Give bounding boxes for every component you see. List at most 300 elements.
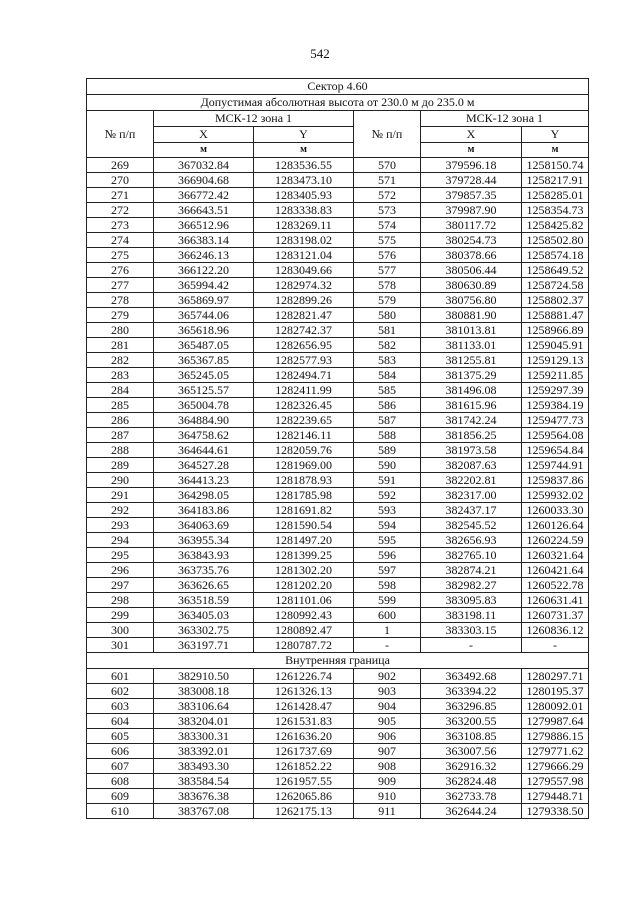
table-cell: 1279771.62 <box>522 744 589 759</box>
table-cell: 379857.35 <box>421 188 522 203</box>
table-cell: 381013.81 <box>421 323 522 338</box>
table-cell: 287 <box>87 428 154 443</box>
table-cell: 1281590.54 <box>254 518 354 533</box>
table-row <box>87 293 589 308</box>
table-cell: 1281691.82 <box>254 503 354 518</box>
table-cell: 366246.13 <box>154 248 254 263</box>
table-cell: 366512.96 <box>154 218 254 233</box>
table-cell: 383392.01 <box>154 744 254 759</box>
table-cell: 364413.23 <box>154 473 254 488</box>
table-cell: 382656.93 <box>421 533 522 548</box>
table-cell: 1260224.59 <box>522 533 589 548</box>
table-cell: 290 <box>87 473 154 488</box>
table-cell: 382982.27 <box>421 578 522 593</box>
table-cell: 1258881.47 <box>522 308 589 323</box>
table-cell: 284 <box>87 383 154 398</box>
system-left: МСК-12 зона 1 <box>154 111 354 127</box>
table-cell: 610 <box>87 804 154 819</box>
table-cell: 577 <box>354 263 421 278</box>
table-cell: 1281969.00 <box>254 458 354 473</box>
unit-y-right: м <box>522 143 589 158</box>
table-cell: 911 <box>354 804 421 819</box>
table-row <box>87 789 589 804</box>
table-cell: 1279557.98 <box>522 774 589 789</box>
table-row <box>87 443 589 458</box>
table-cell: 380756.80 <box>421 293 522 308</box>
table-row <box>87 308 589 323</box>
table-cell: 1282059.76 <box>254 443 354 458</box>
table-cell: 1259129.13 <box>522 353 589 368</box>
table-row <box>87 248 589 263</box>
table-cell: 1261957.55 <box>254 774 354 789</box>
table-cell: 1260421.64 <box>522 563 589 578</box>
table-cell: 1279886.15 <box>522 729 589 744</box>
table-cell: 381615.96 <box>421 398 522 413</box>
table-cell: 1258502.80 <box>522 233 589 248</box>
inner-boundary-title: Внутренняя граница <box>87 653 589 669</box>
table-cell: 383008.18 <box>154 684 254 699</box>
table-cell: 381133.01 <box>421 338 522 353</box>
system-right: МСК-12 зона 1 <box>421 111 589 127</box>
table-cell: 382087.63 <box>421 458 522 473</box>
table-row <box>87 338 589 353</box>
table-cell: 580 <box>354 308 421 323</box>
table-cell: 381856.25 <box>421 428 522 443</box>
table-cell: 382202.81 <box>421 473 522 488</box>
table-cell: 294 <box>87 533 154 548</box>
table-cell: 277 <box>87 278 154 293</box>
table-cell: 382910.50 <box>154 669 254 684</box>
table-cell: 291 <box>87 488 154 503</box>
table-cell: 270 <box>87 173 154 188</box>
table-cell: 586 <box>354 398 421 413</box>
table-cell: 381742.24 <box>421 413 522 428</box>
table-cell: 381255.81 <box>421 353 522 368</box>
table-row <box>87 173 589 188</box>
table-cell: 383106.64 <box>154 699 254 714</box>
table-cell: 363197.71 <box>154 638 254 653</box>
table-cell: 364758.62 <box>154 428 254 443</box>
table-cell: 363955.34 <box>154 533 254 548</box>
table-cell: 365004.78 <box>154 398 254 413</box>
table-cell: - <box>421 638 522 653</box>
height-range: Допустимая абсолютная высота от 230.0 м до 235.0 м <box>87 95 589 111</box>
table-cell: - <box>522 638 589 653</box>
table-cell: 380117.72 <box>421 218 522 233</box>
table-cell: 1258217.91 <box>522 173 589 188</box>
table-cell: 1259837.86 <box>522 473 589 488</box>
table-cell: 582 <box>354 338 421 353</box>
table-cell: 1280992.43 <box>254 608 354 623</box>
table-cell: 1258425.82 <box>522 218 589 233</box>
table-cell: 283 <box>87 368 154 383</box>
table-cell: 367032.84 <box>154 158 254 173</box>
table-cell: 1281302.20 <box>254 563 354 578</box>
table-cell: 380254.73 <box>421 233 522 248</box>
table-row <box>87 578 589 593</box>
table-row <box>87 623 589 638</box>
table-cell: 363492.68 <box>421 669 522 684</box>
table-cell: 364298.05 <box>154 488 254 503</box>
table-row <box>87 774 589 789</box>
table-cell: 299 <box>87 608 154 623</box>
table-cell: 382317.00 <box>421 488 522 503</box>
table-cell: 578 <box>354 278 421 293</box>
table-cell: 363394.22 <box>421 684 522 699</box>
table-cell: 1283121.04 <box>254 248 354 263</box>
table-cell: 363405.03 <box>154 608 254 623</box>
table-cell: 273 <box>87 218 154 233</box>
table-cell: 906 <box>354 729 421 744</box>
table-row <box>87 263 589 278</box>
table-row <box>87 593 589 608</box>
table-cell: 1 <box>354 623 421 638</box>
table-cell: 1280297.71 <box>522 669 589 684</box>
table-cell: 1282742.37 <box>254 323 354 338</box>
unit-x-left: м <box>154 143 254 158</box>
table-cell: 1282821.47 <box>254 308 354 323</box>
table-cell: 1259744.91 <box>522 458 589 473</box>
table-cell: 1259932.02 <box>522 488 589 503</box>
table-cell: 278 <box>87 293 154 308</box>
table-cell: 1280195.37 <box>522 684 589 699</box>
table-cell: 365367.85 <box>154 353 254 368</box>
table-cell: 280 <box>87 323 154 338</box>
table-row <box>87 278 589 293</box>
table-cell: 1261226.74 <box>254 669 354 684</box>
table-cell: 383303.15 <box>421 623 522 638</box>
table-cell: 593 <box>354 503 421 518</box>
table-cell: 1258354.73 <box>522 203 589 218</box>
table-row <box>87 533 589 548</box>
col-num-left: № п/п <box>87 111 154 158</box>
table-cell: 1262175.13 <box>254 804 354 819</box>
table-cell: 272 <box>87 203 154 218</box>
table-row <box>87 714 589 729</box>
table-cell: 1282494.71 <box>254 368 354 383</box>
table-cell: 383198.11 <box>421 608 522 623</box>
table-cell: 365618.96 <box>154 323 254 338</box>
table-cell: 1259477.73 <box>522 413 589 428</box>
table-cell: 276 <box>87 263 154 278</box>
unit-y-left: м <box>254 143 354 158</box>
table-cell: 1258150.74 <box>522 158 589 173</box>
table-row <box>87 233 589 248</box>
table-cell: 365994.42 <box>154 278 254 293</box>
table-row <box>87 473 589 488</box>
table-cell: 301 <box>87 638 154 653</box>
table-cell: 1283269.11 <box>254 218 354 233</box>
table-cell: 1260033.30 <box>522 503 589 518</box>
table-cell: 1283198.02 <box>254 233 354 248</box>
table-cell: 379728.44 <box>421 173 522 188</box>
table-cell: 585 <box>354 383 421 398</box>
table-cell: 380506.44 <box>421 263 522 278</box>
table-cell: 1261428.47 <box>254 699 354 714</box>
table-cell: 383767.08 <box>154 804 254 819</box>
table-cell: 606 <box>87 744 154 759</box>
table-cell: 570 <box>354 158 421 173</box>
table-cell: 1259297.39 <box>522 383 589 398</box>
table-cell: 382437.17 <box>421 503 522 518</box>
table-cell: 595 <box>354 533 421 548</box>
table-cell: 1279338.50 <box>522 804 589 819</box>
table-cell: 1258724.58 <box>522 278 589 293</box>
table-cell: 579 <box>354 293 421 308</box>
table-cell: 382765.10 <box>421 548 522 563</box>
table-cell: 1262065.86 <box>254 789 354 804</box>
table-cell: 363302.75 <box>154 623 254 638</box>
table-cell: 380630.89 <box>421 278 522 293</box>
col-x-right: X <box>421 127 522 143</box>
table-cell: 607 <box>87 759 154 774</box>
table-cell: 1282656.95 <box>254 338 354 353</box>
table-cell: 292 <box>87 503 154 518</box>
table-cell: 575 <box>354 233 421 248</box>
table-row <box>87 218 589 233</box>
table-cell: 596 <box>354 548 421 563</box>
table-cell: 1261852.22 <box>254 759 354 774</box>
table-cell: 366904.68 <box>154 173 254 188</box>
sector-title: Сектор 4.60 <box>87 79 589 95</box>
table-cell: 1283473.10 <box>254 173 354 188</box>
table-cell: 1260836.12 <box>522 623 589 638</box>
table-cell: 365125.57 <box>154 383 254 398</box>
table-cell: 599 <box>354 593 421 608</box>
table-cell: 295 <box>87 548 154 563</box>
table-cell: 381375.29 <box>421 368 522 383</box>
table-cell: 1282326.45 <box>254 398 354 413</box>
table-row <box>87 458 589 473</box>
table-cell: 381973.58 <box>421 443 522 458</box>
table-cell: 364644.61 <box>154 443 254 458</box>
table-cell: 1260126.64 <box>522 518 589 533</box>
table-cell: 588 <box>354 428 421 443</box>
table-cell: 298 <box>87 593 154 608</box>
table-row <box>87 518 589 533</box>
table-cell: 365869.97 <box>154 293 254 308</box>
table-cell: 1279987.64 <box>522 714 589 729</box>
table-cell: 362824.48 <box>421 774 522 789</box>
table-row <box>87 759 589 774</box>
table-cell: 364063.69 <box>154 518 254 533</box>
coordinates-table <box>86 78 589 819</box>
table-cell: 1280892.47 <box>254 623 354 638</box>
table-row <box>87 353 589 368</box>
table-cell: 363626.65 <box>154 578 254 593</box>
table-cell: 589 <box>354 443 421 458</box>
col-y-right: Y <box>522 127 589 143</box>
table-cell: 1259654.84 <box>522 443 589 458</box>
table-cell: 300 <box>87 623 154 638</box>
table-row <box>87 563 589 578</box>
table-row <box>87 638 589 653</box>
table-cell: 363518.59 <box>154 593 254 608</box>
table-row <box>87 548 589 563</box>
table-cell: 572 <box>354 188 421 203</box>
table-row <box>87 158 589 173</box>
table-cell: 366772.42 <box>154 188 254 203</box>
table-cell: 363296.85 <box>421 699 522 714</box>
unit-x-right: м <box>421 143 522 158</box>
table-cell: 1259564.08 <box>522 428 589 443</box>
table-row <box>87 323 589 338</box>
table-row <box>87 398 589 413</box>
table-cell: 282 <box>87 353 154 368</box>
table-cell: 609 <box>87 789 154 804</box>
table-cell: 602 <box>87 684 154 699</box>
table-cell: 1259211.85 <box>522 368 589 383</box>
table-cell: 1283536.55 <box>254 158 354 173</box>
table-cell: 289 <box>87 458 154 473</box>
table-row <box>87 503 589 518</box>
table-cell: 1281101.06 <box>254 593 354 608</box>
col-x-left: X <box>154 127 254 143</box>
table-cell: 1281878.93 <box>254 473 354 488</box>
table-cell: 271 <box>87 188 154 203</box>
table-cell: 1281202.20 <box>254 578 354 593</box>
table-row <box>87 203 589 218</box>
col-num-right: № п/п <box>354 111 421 158</box>
table-row <box>87 368 589 383</box>
table-cell: 576 <box>354 248 421 263</box>
table-cell: 584 <box>354 368 421 383</box>
table-cell: 1281399.25 <box>254 548 354 563</box>
table-cell: 1283338.83 <box>254 203 354 218</box>
table-cell: 285 <box>87 398 154 413</box>
table-row <box>87 804 589 819</box>
table-cell: 363843.93 <box>154 548 254 563</box>
table-cell: 383095.83 <box>421 593 522 608</box>
table-cell: 581 <box>354 323 421 338</box>
table-cell: 382545.52 <box>421 518 522 533</box>
table-row <box>87 428 589 443</box>
table-cell: 604 <box>87 714 154 729</box>
table-cell: 573 <box>354 203 421 218</box>
table-cell: 591 <box>354 473 421 488</box>
table-cell: 574 <box>354 218 421 233</box>
table-cell: 383676.38 <box>154 789 254 804</box>
table-cell: 1279448.71 <box>522 789 589 804</box>
table-cell: 1258966.89 <box>522 323 589 338</box>
table-cell: 603 <box>87 699 154 714</box>
table-cell: 382874.21 <box>421 563 522 578</box>
table-cell: 297 <box>87 578 154 593</box>
table-cell: 363200.55 <box>421 714 522 729</box>
table-cell: 380378.66 <box>421 248 522 263</box>
table-cell: 364884.90 <box>154 413 254 428</box>
table-cell: 1261531.83 <box>254 714 354 729</box>
table-row <box>87 669 589 684</box>
table-row <box>87 699 589 714</box>
table-cell: 1260731.37 <box>522 608 589 623</box>
table-cell: 590 <box>354 458 421 473</box>
col-y-left: Y <box>254 127 354 143</box>
table-cell: 362916.32 <box>421 759 522 774</box>
table-row <box>87 488 589 503</box>
table-cell: 293 <box>87 518 154 533</box>
table-row <box>87 383 589 398</box>
table-cell: 1258574.18 <box>522 248 589 263</box>
table-cell: 363007.56 <box>421 744 522 759</box>
table-cell: 381496.08 <box>421 383 522 398</box>
table-cell: 601 <box>87 669 154 684</box>
table-cell: 907 <box>354 744 421 759</box>
table-cell: 366643.51 <box>154 203 254 218</box>
table-cell: 286 <box>87 413 154 428</box>
table-cell: 274 <box>87 233 154 248</box>
table-cell: 288 <box>87 443 154 458</box>
table-cell: 366122.20 <box>154 263 254 278</box>
table-cell: 908 <box>354 759 421 774</box>
table-cell: 383300.31 <box>154 729 254 744</box>
table-cell: 1282899.26 <box>254 293 354 308</box>
table-cell: 1282577.93 <box>254 353 354 368</box>
table-row <box>87 608 589 623</box>
table-cell: 904 <box>354 699 421 714</box>
table-row <box>87 188 589 203</box>
table-cell: 1282146.11 <box>254 428 354 443</box>
table-cell: 910 <box>354 789 421 804</box>
table-cell: 269 <box>87 158 154 173</box>
table-cell: 1258285.01 <box>522 188 589 203</box>
table-cell: 600 <box>354 608 421 623</box>
table-cell: 363108.85 <box>421 729 522 744</box>
table-cell: 1258802.37 <box>522 293 589 308</box>
table-cell: 905 <box>354 714 421 729</box>
table-cell: 380881.90 <box>421 308 522 323</box>
table-cell: 598 <box>354 578 421 593</box>
table-cell: 363735.76 <box>154 563 254 578</box>
table-cell: 364527.28 <box>154 458 254 473</box>
table-cell: 1260522.78 <box>522 578 589 593</box>
table-cell: 279 <box>87 308 154 323</box>
table-cell: 365487.05 <box>154 338 254 353</box>
table-cell: 365245.05 <box>154 368 254 383</box>
table-cell: 1260631.41 <box>522 593 589 608</box>
table-cell: 379596.18 <box>421 158 522 173</box>
table-cell: 1259384.19 <box>522 398 589 413</box>
table-cell: 362644.24 <box>421 804 522 819</box>
table-cell: 1282411.99 <box>254 383 354 398</box>
main-rows <box>87 158 589 653</box>
table-cell: 1261737.69 <box>254 744 354 759</box>
table-cell: 364183.86 <box>154 503 254 518</box>
table-cell: 1259045.91 <box>522 338 589 353</box>
table-cell: 909 <box>354 774 421 789</box>
table-cell: 1282239.65 <box>254 413 354 428</box>
table-row <box>87 413 589 428</box>
table-cell: 1281497.20 <box>254 533 354 548</box>
inner-rows <box>87 669 589 819</box>
table-cell: 383493.30 <box>154 759 254 774</box>
table-cell: 365744.06 <box>154 308 254 323</box>
table-cell: 1280787.72 <box>254 638 354 653</box>
table-cell: 383204.01 <box>154 714 254 729</box>
table-cell: 594 <box>354 518 421 533</box>
table-cell: 366383.14 <box>154 233 254 248</box>
table-cell: 903 <box>354 684 421 699</box>
table-cell: 296 <box>87 563 154 578</box>
table-cell: 605 <box>87 729 154 744</box>
table-cell: 379987.90 <box>421 203 522 218</box>
table-cell: 383584.54 <box>154 774 254 789</box>
table-cell: 1281785.98 <box>254 488 354 503</box>
table-cell: 1260321.64 <box>522 548 589 563</box>
table-cell: 1279666.29 <box>522 759 589 774</box>
table-cell: 281 <box>87 338 154 353</box>
table-row <box>87 729 589 744</box>
